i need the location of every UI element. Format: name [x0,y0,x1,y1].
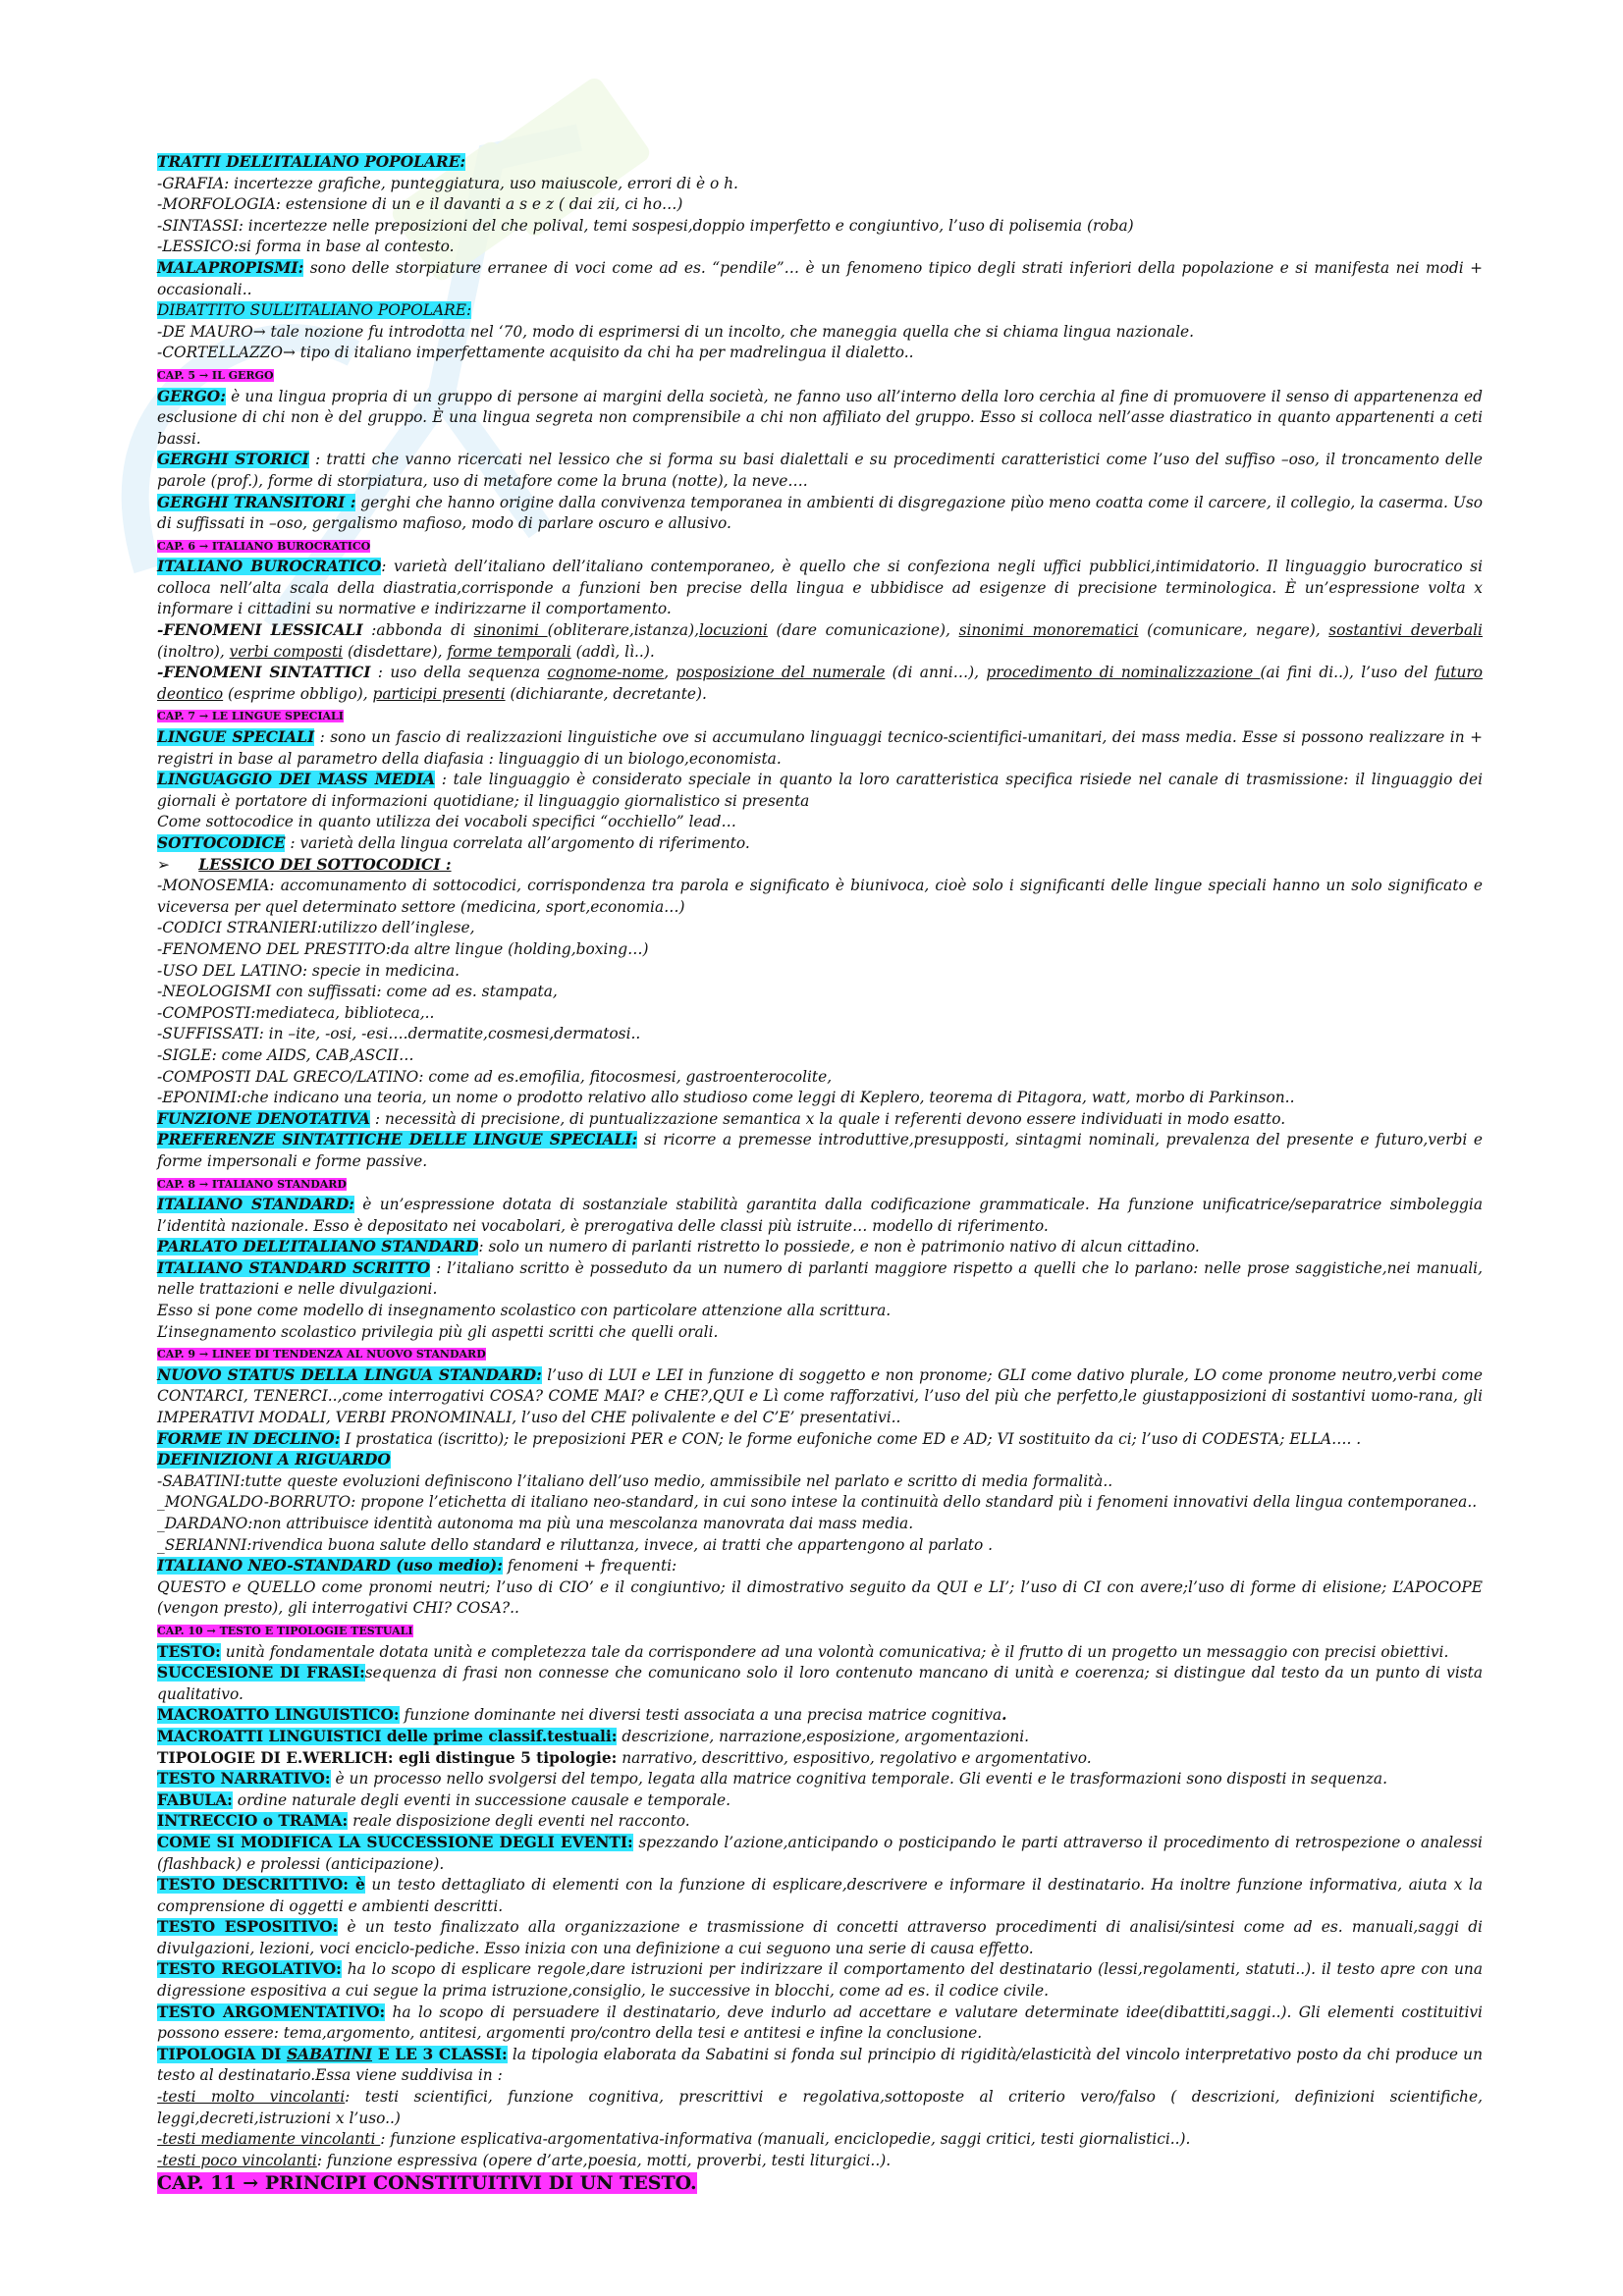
text-span: :abbonda di [362,621,474,640]
heading-lessico-sottocodici: LESSICO DEI SOTTOCODICI : [198,855,452,874]
underlined-term: forme temporali [447,642,571,661]
definition: un testo dettagliato di elementi con la funzione di esplicare,descrivere e informare il destinatario. Ha inoltre funzione informativa, aiuta x la comprensione di oggetti e ambienti descritti. [157,1876,1483,1915]
term: COME SI MODIFICA LA SUCCESSIONE DEGLI EVENTI: [157,1833,633,1851]
text-line: _SERIANNI:rivendica buona salute dello standard e riluttanza, invece, ai tratti che appartengono al parlato . [157,1535,994,1554]
term: GERGHI STORICI [157,451,309,469]
text-line: -SIGLE: come AIDS, CAB,ASCII… [157,1045,414,1064]
term: NUOVO STATUS DELLA LINGUA STANDARD: [157,1365,542,1384]
text-line: -DE MAURO→ tale nozione fu introdotta nel ‘70, modo di esprimersi di un incolto, che maneggia quella che si chiama lingua nazionale. [157,322,1195,341]
definition: ha lo scopo di esplicare regole,dare istruzioni per indirizzare il comportamento del destinatario (lessi,regolamenti, statuti..). il testo apre con una digressione espositiva a cui segue la prima istruzione,consiglio, le successive in blocchi, come ad es. il codice civile. [157,1960,1483,2001]
definition: ordine naturale degli eventi in successione causale e temporale. [232,1790,731,1809]
underlined-term: sostantivi deverbali [1328,621,1483,640]
term: E LE 3 CLASSI: [372,2045,508,2063]
term: ITALIANO BUROCRATICO [157,558,382,576]
definition: narrativo, descrittivo, espositivo, regolativo e argomentativo. [617,1748,1092,1767]
text-span: (ai fini di..), l’uso del [1260,664,1435,682]
underlined-term: locuzioni [699,621,768,640]
term: TESTO ESPOSITIVO: [157,1918,339,1937]
term: FABULA: [157,1790,233,1809]
definition: : tale linguaggio è considerato speciale in quanto la loro caratteristica specifica risiede nel canale di trasmissione: il linguaggio dei giornali è portatore di informazioni quotidiane; il linguaggio giornalistico si presenta [157,771,1483,810]
definition: : solo un numero di parlanti ristretto lo possiede, e non è patrimonio nativo di alcun cittadino. [478,1238,1200,1256]
definition: fenomeni + frequenti: [502,1557,677,1575]
text-line: -SABATINI:tutte queste evoluzioni definiscono l’italiano dell’uso medio, ammissibile nel parlato e scritto di media formalità.. [157,1471,1113,1490]
definition: la tipologia elaborata da Sabatini si fonda sul principio di rigidità/elasticità del vincolo interpretativo posto da chi produce un testo al destinatario.Essa viene suddivisa in : [157,2045,1483,2085]
definition: l’uso di LUI e LEI in funzione di soggetto e non pronome; GLI come dativo plurale, LO come pronome neutro,verbi come CONTARCI, TENERCI..,come interrogativi COSA? COME MAI? e CHE?,QUI e Lì come rafforzativi, l’uso del più che perfetto,le giustapposizioni di sostantivi uomo-rana, gli IMPERATIVI MODALI, VERBI PRONOMINALI, l’uso del CHE polivalente e del C’E’ presentativi.. [157,1365,1483,1427]
text-line: -MONOSEMIA: accomunamento di sottocodici, corrispondenza tra parola e significato è biunivoca, cioè solo i significanti delle lingue speciali hanno un solo significato e viceversa per quel determinato settore (medicina, sport,economia…) [157,877,1483,916]
definition: : sono un fascio di realizzazioni linguistiche ove si accumulano linguaggi tecnico-scientifici-umanitari, dei mass media. Esse si possono realizzare in + registri in base al parametro della diafasia : linguaggio di un biologo,economista. [157,728,1483,768]
text-span: (di anni…), [885,664,987,682]
term: TESTO DESCRITTIVO: è [157,1876,365,1895]
term: FUNZIONE DENOTATIVA [157,1109,371,1128]
text-line: -SUFFISSATI: in –ite, -osi, -esi….dermatite,cosmesi,dermatosi.. [157,1025,641,1043]
definition: : l’italiano scritto è posseduto da un numero di parlanti maggiore rispetto a quelli che lo parlano: nelle prose saggistiche,nei manuali, nelle trattazioni e nelle divulgazioni. [157,1258,1483,1299]
underlined-term: -testi mediamente vincolanti [157,2130,381,2149]
term: TIPOLOGIE DI E.WERLICH: egli distingue 5 tipologie: [157,1748,618,1767]
term: -FENOMENI SINTATTICI [157,664,371,682]
text-line: -USO DEL LATINO: specie in medicina. [157,961,460,980]
text-line: -CORTELLAZZO→ tipo di italiano imperfettamente acquisito da chi ha per madrelingua il dialetto.. [157,344,914,362]
underlined-term: cognome-nome [547,664,665,682]
definition: : varietà dell’italiano dell’italiano contemporaneo, è quello che si confeziona negli uffici pubblici,intimidatorio. Il linguaggio burocratico si colloca nell’alta scala della diastratia,corrisponde a funzioni ben precise della lingua e ubbidisce ad esigenze di precisione terminologica. È un’espressione volta x informare i cittadini su normative e indirizzarne il comportamento. [157,558,1483,618]
text-line: -MORFOLOGIA: estensione di un e il davanti a s e z ( dai zii, ci ho…) [157,195,683,214]
term: -FENOMENI LESSICALI [157,621,363,640]
text-line: -EPONIMI:che indicano una teoria, un nome o prodotto relativo allo studioso come leggi di Keplero, teorema di Pitagora, watt, morbo di Parkinson.. [157,1089,1295,1107]
term: SUCCESIONE DI FRASI: [157,1664,365,1682]
chapter-heading: CAP. 7 → LE LINGUE SPECIALI [157,710,344,723]
heading-definizioni: DEFINIZIONI A RIGUARDO [157,1451,391,1469]
term-malapropismi: MALAPROPISMI: [157,258,304,277]
underlined-term: procedimento di nominalizzazione [986,664,1261,682]
text-line: -LESSICO:si forma in base al contesto. [157,238,455,256]
bullet-arrow-icon: ➢ [157,855,170,874]
chapter-heading-11: CAP. 11 → PRINCIPI CONSTITUITIVI DI UN TESTO. [157,2172,697,2195]
underlined-term: posposizione del numerale [676,664,886,682]
term: FORME IN DECLINO: [157,1429,341,1448]
definition: : testi scientifici, funzione cognitiva, prescrittivi e regolativa,sottoposte al criterio vero/falso ( descrizioni, definizioni scientifiche, leggi,decreti,istruzioni x l’uso..) [157,2088,1483,2127]
term: SOTTOCODICE [157,834,286,852]
text-line: -SINTASSI: incertezze nelle preposizioni del che polival, temi sospesi,doppio imperfetto e congiuntivo, l’uso di polisemia (roba) [157,216,1134,235]
definition: è un’espressione dotata di sostanziale stabilità garantita dalla codificazione grammaticale. Ha funzione unificatrice/separatrice simboleggia l’identità nazionale. Esso è depositato nei vocabolari, è prerogativa delle classi più istruite… modello di riferimento. [157,1196,1483,1235]
text-span: . [1001,1706,1007,1725]
term: LINGUAGGIO DEI MASS MEDIA [157,771,436,789]
term: GERGHI TRANSITORI : [157,493,356,511]
heading-tratti: TRATTI DELL’ITALIANO POPOLARE: [157,153,466,171]
document-page [157,152,1483,2196]
term-sabatini: SABATINI [287,2045,373,2063]
text-span: (comunicare, negare), [1138,621,1329,640]
fenomeni-lessicali [157,620,1483,663]
term: TIPOLOGIA DI [157,2045,288,2063]
text-line: Esso si pone come modello di insegnamento scolastico con particolare attenzione alla scrittura. [157,1302,892,1320]
text-line: _MONGALDO-BORRUTO: propone l’etichetta di italiano neo-standard, in cui sono intese la continuità dello standard più i fenomeni innovativi della lingua contemporanea.. [157,1493,1478,1512]
heading-dibattito: DIBATTITO SULL’ITALIANO POPOLARE: [157,301,472,320]
definition: gerghi che hanno origine dalla convivenza temporanea in ambienti di disgregazione piùo meno coatta come il carcere, il collegio, la caserma. Uso di suffissati in –oso, gergalismo mafioso, modo di parlare oscuro e allusivo. [157,493,1483,533]
text-line: -COMPOSTI:mediateca, biblioteca,.. [157,1003,435,1022]
definition: sono delle storpiature erranee di voci come ad es. “pendile”… è un fenomeno tipico degli strati inferiori della popolazione e si manifesta nei modi + occasionali.. [157,258,1483,298]
term: PREFERENZE SINTATTICHE DELLE LINGUE SPECIALI: [157,1131,638,1149]
term: MACROATTO LINGUISTICO: [157,1706,400,1725]
text-line: -GRAFIA: incertezze grafiche, punteggiatura, uso maiuscole, errori di è o h. [157,174,738,192]
text-line: L’insegnamento scolastico privilegia più gli aspetti scritti che quelli orali. [157,1322,719,1341]
term: TESTO: [157,1642,221,1661]
term: ITALIANO STANDARD: [157,1196,354,1214]
text-span: (addì, lì..). [570,642,655,661]
definition: : funzione espressiva (opere d’arte,poesia, motti, proverbi, testi liturgici..). [316,2151,892,2169]
definition: : varietà della lingua correlata all’argomento di riferimento. [285,834,750,852]
fenomeni-sintattici [157,663,1483,705]
term: GERGO: [157,387,226,405]
chapter-heading: CAP. 10 → TESTO E TIPOLOGIE TESTUALI [157,1624,413,1637]
term: TESTO REGOLATIVO: [157,1960,342,1979]
definition: descrizione, narrazione,esposizione, argomentazioni. [617,1727,1030,1745]
term: PARLATO DELL’ITALIANO STANDARD [157,1238,479,1256]
text-line: -NEOLOGISMI con suffissati: come ad es. stampata, [157,983,558,1001]
definition: è un testo finalizzato alla organizzazione e trasmissione di concetti attraverso procedimenti di analisi/sintesi come ad es. manuali,saggi di divulgazioni, lezioni, voci enciclo-pediche. Esso inizia con una definizione a cui seguono una serie di causa effetto. [157,1918,1483,1957]
definition: funzione dominante nei diversi testi associata a una precisa matrice cognitiva [399,1706,1002,1725]
definition: reale disposizione degli eventi nel racconto. [348,1812,690,1831]
text-line: -COMPOSTI DAL GRECO/LATINO: come ad es.emofilia, fitocosmesi, gastroenterocolite, [157,1067,833,1086]
definition: : tratti che vanno ricercati nel lessico che si forma su basi dialettali e su procedimenti caratteristici come l’uso del suffiso –oso, il troncamento delle parole (prof.), forme di storpiatura, uso di metafore come la bruna (notte), la neve…. [157,451,1483,490]
chapter-heading: CAP. 9 → LINEE DI TENDENZA AL NUOVO STANDARD [157,1348,486,1362]
text-line: -CODICI STRANIERI:utilizzo dell’inglese, [157,919,475,937]
term: TESTO NARRATIVO: [157,1770,331,1789]
chapter-heading: CAP. 6 → ITALIANO BUROCRATICO [157,539,371,553]
text-span: (disdettare), [343,642,448,661]
definition: si ricorre a premesse introduttive,presupposti, sintagmi nominali, prevalenza del presente e futuro,verbi e forme impersonali e forme passive. [157,1131,1483,1170]
underlined-term: sinonimi monorematici [958,621,1139,640]
text-span: (esprime obbligo), [223,684,373,703]
text-span: (dare comunicazione), [767,621,959,640]
underlined-term: -testi molto vincolanti [157,2088,346,2107]
definition: I prostatica (iscritto); le preposizioni PER e CON; le forme eufoniche come ED e AD; VI sostituito da ci; l’uso di CODESTA; ELLA…. . [340,1429,1362,1448]
chapter-heading: CAP. 5 → IL GERGO [157,368,274,382]
underlined-term: futuro deontico [157,664,1483,703]
term: INTRECCIO o TRAMA: [157,1812,349,1831]
underlined-term: verbi composti [229,642,344,661]
definition: sequenza di frasi non connesse che comunicano solo il loro contenuto mancano di unità e coerenza; si distingue dal testo da un punto di vista qualitativo. [157,1664,1484,1703]
definition: unità fondamentale dotata unità e completezza tale da corrispondere ad una volontà comunicativa; è il frutto di un progetto un messaggio con precisi obiettivi. [220,1642,1449,1661]
chapter-heading: CAP. 8 → ITALIANO STANDARD [157,1177,347,1191]
underlined-term: sinonimi [473,621,548,640]
underlined-term: -testi poco vincolanti [157,2151,317,2169]
term: ITALIANO STANDARD SCRITTO [157,1258,431,1277]
text-line: -FENOMENO DEL PRESTITO:da altre lingue (holding,boxing…) [157,939,649,958]
text-span: (dichiarante, decretante). [505,684,707,703]
definition: : necessità di precisione, di puntualizzazione semantica x la quale i referenti devono essere individuati in modo esatto. [370,1109,1286,1128]
definition: spezzando l’azione,anticipando o posticipando le parti attraverso il procedimento di retrospezione o analessi (flashback) e prolessi (anticipazione). [157,1833,1483,1873]
definition: ha lo scopo di persuadere il destinatario, deve indurlo ad accettare e valutare determinate idee(dibattiti,saggi..). Gli elementi costituitivi possono essere: tema,argomento, antitesi, argomenti pro/contro della tesi e antitesi e infine la conclusione. [157,2002,1483,2043]
definition: : funzione esplicativa-argomentativa-informativa (manuali, enciclopedie, saggi critici, testi giornalistici..). [380,2130,1191,2149]
text-line: _DARDANO:non attribuisce identità autonoma ma più una mescolanza manovrata dai mass media. [157,1515,914,1532]
definition: è una lingua propria di un gruppo di persone ai margini della società, ne fanno uso all’interno della loro cerchia al fine di promuovere il senso di appartenenza ed esclusione di chi non è del gruppo. È una lingua segreta non comprensibile a chi non affiliato del gruppo. Esso si colloca nell’asse diastratico in quanto appartenenti a ceti bassi. [157,387,1483,448]
text-span: (inoltro), [157,642,230,661]
term: LINGUE SPECIALI [157,728,315,747]
term: MACROATTI LINGUISTICI delle prime classif.testuali: [157,1727,618,1745]
definition: è un processo nello svolgersi del tempo, legata alla matrice cognitiva temporale. Gli eventi e le trasformazioni sono disposti in sequenza. [330,1770,1387,1789]
underlined-term: participi presenti [372,684,506,703]
term: ITALIANO NEO-STANDARD (uso medio): [157,1557,503,1575]
text-span: : uso della sequenza [370,664,548,682]
text-span: (obliterare,istanza), [547,621,699,640]
term: TESTO ARGOMENTATIVO: [157,2002,386,2021]
text-span: , [664,664,676,682]
text-line: Come sottocodice in quanto utilizza dei vocaboli specifici “occhiello” lead… [157,813,736,831]
text-line: QUESTO e QUELLO come pronomi neutri; l’uso di CIO’ e il congiuntivo; il dimostrativo seguito da QUI e LI’; l’uso di CI con avere;l’uso di forme di elisione; L’APOCOPE (vengon presto), gli interrogativi CHI? COSA?.. [157,1577,1483,1618]
